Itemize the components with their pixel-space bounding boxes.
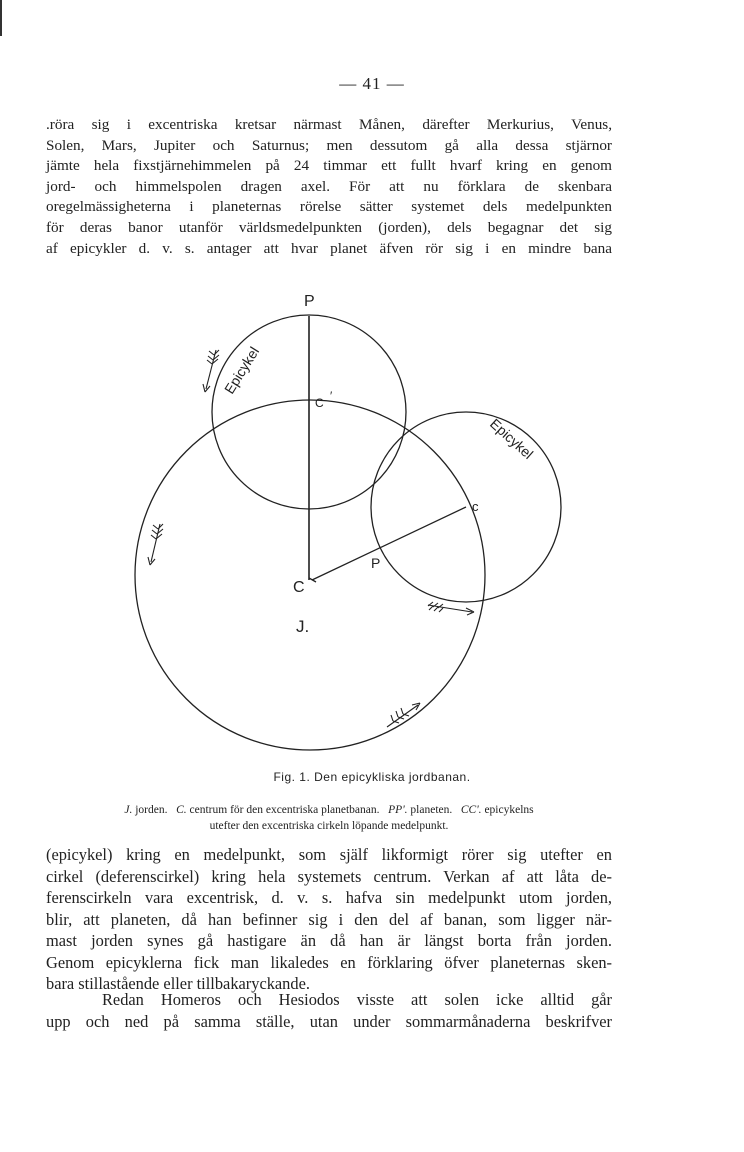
label-epicykel-left: Epicykel	[220, 343, 263, 397]
arrow-left-upper-icon	[203, 350, 219, 392]
label-c-right: c	[472, 499, 479, 514]
figure-caption-title: Fig. 1. Den epicykliska jordbanan.	[273, 770, 471, 784]
legend-cc-text-1: epicykelns	[484, 804, 534, 816]
text-line: blir, att planeten, då han befinner sig i den del af banan, som ligger när-	[46, 909, 612, 929]
legend-c-key: C.	[176, 804, 187, 816]
text-line: mast jorden synes gå hastigare än då han är längst borta från jorden.	[46, 931, 612, 950]
text-line: upp och ned på samma ställe, utan under sommarmånaderna beskrifver	[46, 1011, 612, 1031]
legend-c-text: centrum för den excentriska planetbanan.	[189, 804, 380, 816]
margin-mark	[0, 0, 2, 36]
text-line: .röra sig i excentriska kretsar närmast Månen, därefter Merkurius, Venus,	[46, 116, 612, 133]
label-j: J.	[296, 617, 310, 636]
legend-j-key: J.	[124, 804, 133, 816]
label-prime-mark: ′	[330, 389, 333, 403]
legend-cc-key: CC'.	[460, 804, 482, 816]
text-line: Solen, Mars, Jupiter och Saturnus; men dessutom gå alla dessa stjärnor	[46, 136, 612, 154]
text-line: bara stillastående eller tillbakaryckande.	[46, 974, 310, 993]
paragraph-3	[46, 989, 612, 1032]
text-line: cirkel (deferenscirkel) kring hela systemets centrum. Verkan af att låta de-	[46, 866, 612, 886]
label-p-upper: P	[304, 293, 315, 310]
text-line: för deras banor utanför världsmedelpunkten (jorden), dels begagnar det sig	[46, 218, 612, 236]
text-line: jord- och himmelspolen dragen axel. För att nu förklara de skenbara	[46, 177, 612, 195]
legend-cc-text-2: utefter den excentriska cirkeln löpande medelpunkt.	[209, 820, 449, 832]
paragraph-1	[46, 115, 612, 259]
text-line: jämte hela fixstjärnehimmelen på 24 timmar ett fullt hvarf kring en genom	[46, 157, 612, 175]
label-epicykel-right: Epicykel	[486, 415, 537, 463]
page-number: — 41 —	[339, 74, 405, 93]
line-cc	[312, 507, 466, 580]
label-c-center: C	[293, 579, 305, 596]
text-line: oregelmässigheterna i planeternas rörelse sätter systemet dels medelpunkten	[46, 198, 612, 216]
epicycle-figure	[0, 280, 744, 760]
deferent-circle	[135, 400, 485, 750]
paragraph-2	[46, 844, 612, 995]
arrow-left-lower-icon	[148, 524, 163, 565]
figure-legend	[46, 802, 612, 834]
text-line: Genom epicyklerna fick man likaledes en förklaring öfver planeternas sken-	[46, 952, 612, 972]
label-p-lower: P	[371, 555, 381, 571]
legend-pp-key: PP'.	[388, 804, 408, 816]
text-line: Redan Homeros och Hesiodos visste att solen icke alltid går	[102, 990, 612, 1009]
legend-pp-text: planeten.	[410, 804, 453, 816]
text-line: (epicykel) kring en medelpunkt, som själf likformigt rörer sig utefter en	[46, 845, 612, 864]
legend-j-text: jorden.	[135, 804, 168, 816]
text-line: ferenscirkeln vara excentrisk, d. v. s. hafva sin medelpunkt utom jorden,	[46, 888, 612, 907]
text-line: af epicykler d. v. s. antager att hvar planet äfven rör sig i en mindre bana	[46, 239, 612, 257]
arrow-right-icon	[428, 602, 474, 615]
label-c-prime: C	[315, 396, 324, 410]
